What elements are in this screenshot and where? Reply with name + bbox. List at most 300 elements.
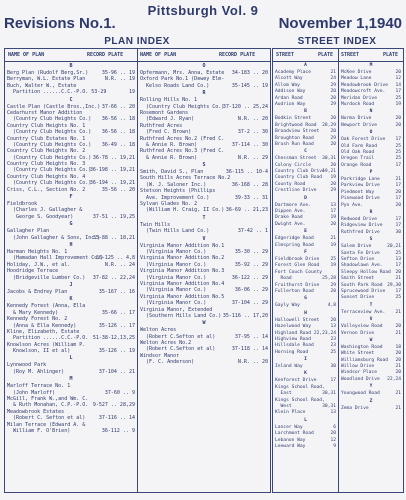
entry-plate: 17 — [395, 137, 401, 143]
entry-name: Meadowcroft Ave. — [341, 89, 386, 95]
entry-plate: 37-104 .. 29 — [231, 300, 268, 307]
name-col-header: NAME OF PLAN — [8, 52, 45, 58]
entry-plate: 36-168 .. 28 — [231, 181, 268, 188]
section-letter: Y — [369, 384, 373, 390]
entry-name: Sleepy Hollow Road — [341, 269, 391, 275]
entry-plate: 25 — [395, 143, 401, 149]
entry-plate: 39-33 .. 31 — [234, 194, 268, 201]
index-row — [275, 410, 336, 416]
entry-name: Zema Drive — [341, 405, 369, 411]
entry-plate: 20 — [395, 202, 401, 208]
entry-name: Partition ......C.C.-P.O. 53-29 — [7, 89, 107, 96]
entry-name: Brightwood Road — [275, 122, 317, 128]
entry-plate: 20 — [395, 122, 401, 128]
section-letter: L — [69, 355, 73, 362]
entry-name: (Virginia Manor Co.) — [140, 300, 207, 307]
entry-plate: 4,8 — [327, 303, 336, 309]
section-letter: B — [304, 109, 307, 115]
entry-name: Virginia Manor Addition No.4 — [140, 280, 225, 287]
entry-plate: 20 — [330, 116, 336, 122]
entry-name: Murdock Road — [341, 101, 375, 107]
entry-plate: 20 — [330, 221, 336, 227]
entry-plate: 21 — [395, 364, 401, 370]
section-letter: V — [202, 235, 206, 242]
index-row — [275, 303, 336, 309]
entry-name: Leeward Way — [275, 443, 306, 449]
entry-plate: 25 — [395, 149, 401, 155]
section-letter: H — [69, 241, 73, 248]
entry-name: Ruthfred Acres No.3 (Fred C. — [140, 148, 225, 155]
entry-name: (Edward J. Ryan) — [140, 116, 195, 123]
entry-plate: 20 — [395, 357, 401, 363]
entry-name: Allom Way — [275, 82, 300, 88]
entry-plate: 35-126 .. 19 — [98, 348, 135, 355]
index-row — [140, 313, 268, 319]
entry-plate: 17 — [395, 183, 401, 189]
entry-name: Washington Road — [341, 344, 383, 350]
section-letter: B — [69, 63, 73, 69]
entry-name: Lynnwood Park — [7, 362, 47, 369]
entry-plate: 21 — [395, 276, 401, 282]
entry-name: Ruthfred Drive — [341, 229, 380, 235]
entry-name: Country Club Heights No. 3 — [7, 161, 86, 168]
entry-name: (Twin Hills Land Co.) — [140, 228, 210, 235]
entry-plate: 17 — [395, 89, 401, 95]
entry-plate: 25 — [330, 349, 336, 355]
section-letter: F — [304, 249, 307, 255]
entry-name: Elmspring Road — [275, 242, 314, 248]
entry-plate: 36-112 .. 9 — [101, 427, 135, 434]
entry-name: Parkview Drive — [341, 183, 380, 189]
entry-plate: 30,31 — [322, 404, 336, 410]
section-letter: W — [369, 337, 373, 343]
entry-plate: 36-49 .. 18 — [101, 141, 135, 148]
entry-plate: 37-104 .. 21 — [98, 368, 135, 375]
entry-name: Oxford Park No.1 (Dewey Elm- — [140, 76, 225, 83]
index-row — [275, 222, 336, 228]
entry-name: Kennedy Forest (Anna, Ella — [7, 303, 86, 310]
entry-name: (Country Club Heights Co.) — [7, 141, 92, 148]
entry-plate: 19 — [330, 242, 336, 248]
entry-name: Country Club Drive — [275, 169, 325, 175]
section-letter: G — [69, 221, 73, 228]
entry-name: Criss, C.L., Section No. 2 — [7, 186, 86, 193]
index-row — [275, 364, 336, 370]
entry-plate: 19 — [330, 215, 336, 221]
section-letter: O — [202, 63, 206, 69]
entry-plate: 30,31 — [322, 391, 336, 397]
entry-name: Kline, Elizabeth, Estate — [7, 328, 80, 335]
index-row — [275, 350, 336, 356]
index-row — [7, 275, 135, 281]
section-letter: R — [202, 90, 206, 97]
entry-plate: 23 — [330, 343, 336, 349]
volume-title: Pittsburgh Vol. 9 — [147, 3, 259, 18]
entry-name: Newport Drive — [341, 122, 377, 128]
entry-name: Vernon Drive — [341, 330, 375, 336]
entry-plate: 20 — [330, 89, 336, 95]
section-letter: P — [369, 170, 373, 176]
entry-plate: 20 — [330, 181, 336, 187]
entry-name: Hallowell Street — [275, 317, 320, 323]
entry-plate: 21 — [395, 405, 401, 411]
index-row — [275, 444, 336, 450]
entry-name: Road — [275, 276, 292, 282]
entry-name: Oak Forest Drive — [341, 137, 386, 143]
entry-plate: 29 — [330, 188, 336, 194]
entry-plate: 34-183 .. 20 — [231, 70, 268, 76]
entry-plate: 36-122 .. 29 — [231, 274, 268, 281]
entry-name: Alcott Way — [275, 76, 303, 82]
index-row — [341, 310, 401, 316]
entry-plate: 20 — [330, 95, 336, 101]
entry-name: (W. J. Saloner Inc.) — [140, 181, 207, 188]
entry-name: (Country Club Heights Co.) — [7, 129, 92, 136]
entry-name: Partition ......C.C.-P.O. — [7, 335, 89, 342]
entry-plate: 36-198 .. 19,21 — [89, 167, 135, 174]
entry-plate: 22,23,24 — [313, 330, 336, 336]
entry-plate: 20 — [395, 70, 401, 75]
entry-plate: 20 — [330, 288, 336, 294]
entry-plate: 21 — [395, 177, 401, 183]
entry-plate: 37-82 .. 22,24 — [92, 274, 135, 281]
entry-name: Fieldbrook Drive — [275, 256, 320, 262]
entry-plate: 35-30 .. 29 — [234, 248, 268, 255]
entry-plate: 21 — [395, 391, 401, 397]
index-row — [341, 123, 401, 129]
entry-name: (Country Club Heights Co.) — [140, 103, 225, 110]
entry-plate: 24 — [330, 76, 336, 82]
index-row — [341, 203, 401, 209]
entry-name: Ruthfred Acres No.2 (Fred C. — [140, 135, 225, 142]
entry-name: Virginia Manor Addition No.2 — [140, 255, 225, 262]
section-letter: K — [304, 371, 307, 377]
entry-name: Academy Place — [275, 70, 311, 75]
entry-plate: 29 — [330, 282, 336, 288]
index-row — [7, 187, 135, 193]
entry-plate: 37-60 .. 9 — [104, 389, 135, 396]
entry-name: Meridan Drive — [341, 95, 377, 101]
entry-plate: 23 — [330, 336, 336, 342]
entry-plate: N.R. .. 24 — [104, 261, 135, 268]
entry-plate: 37-120 .. 25,24 — [222, 103, 268, 110]
entry-name: (William H. Craig, II Co.) — [140, 207, 225, 214]
entry-name: Lebanon Way — [275, 437, 306, 443]
entry-name: Larchmont Road — [275, 431, 314, 437]
entry-name: (Robert C. Sefton et al) — [7, 415, 86, 422]
entry-plate: 22,24 — [387, 376, 401, 382]
entry-name: Windsor Manor — [140, 352, 180, 359]
entry-plate: 37-114 .. 30 — [231, 141, 268, 148]
entry-plate: 25,28 — [322, 276, 336, 282]
entry-name: Shadowlawn Ave. — [341, 263, 383, 269]
entry-name: Stetson Heights (Phillips — [140, 188, 216, 195]
entry-name: Oregon Trail — [341, 156, 375, 162]
entry-name: West — [275, 404, 292, 410]
entry-name: Cedarhurst Manor Addition — [7, 109, 83, 116]
entry-name: (Bridgeville Lumber Co.) — [7, 274, 86, 281]
entry-name: Gallagher Plan — [7, 228, 50, 235]
entry-name: Harman Heights No. 1 — [7, 248, 68, 255]
index-row — [341, 163, 401, 169]
index-row — [341, 377, 401, 383]
index-row — [7, 348, 135, 354]
entry-plate: 18 — [395, 344, 401, 350]
entry-name: Gayly Way — [275, 303, 300, 309]
entry-name: Addison Way — [275, 89, 306, 95]
entry-name: Berryman, W.L. Estate Plan — [7, 76, 86, 83]
entry-name: Ruthfred Acres — [140, 122, 183, 129]
entry-plate: 36-69 .. 21,23 — [225, 207, 268, 214]
entry-name: (Country Club Heights Co.) — [7, 116, 92, 123]
entry-name: Brush Run Road — [275, 141, 314, 147]
entry-plate: 29,30 — [387, 282, 401, 288]
page-header — [0, 0, 406, 40]
entry-name: Welton Acres No.2 — [140, 340, 192, 347]
entry-name: White Street — [341, 351, 375, 357]
entry-plate: 37-2 .. 30 — [237, 129, 268, 136]
entry-name: Horning Road — [275, 349, 309, 355]
entry-name: (John Gallagher & Sons, Inc.) — [7, 234, 101, 241]
entry-name: (Roy M. Ahlinger) — [7, 368, 65, 375]
entry-name: Castle Plan (Castle Bros.,Inc.) — [7, 103, 101, 110]
entry-name: Crestline Drive — [275, 188, 317, 194]
name-col-header-2: NAME OF PLAN — [140, 52, 177, 58]
entry-name: Holiday, J.W., et al. — [7, 261, 71, 268]
entry-plate: N.R. .. 20 — [237, 359, 268, 366]
section-letter: S — [202, 162, 206, 169]
entry-plate: 20 — [330, 129, 336, 135]
entry-name: Old Farm Road — [341, 143, 377, 149]
entry-name: (Hamadan Hall Improvement Co.) — [7, 255, 104, 262]
section-letter: W — [202, 320, 206, 327]
entry-plate: 25 — [330, 256, 336, 262]
section-letter: N — [369, 109, 373, 115]
entry-name: Ridgeview Drive — [341, 223, 383, 229]
entry-name: Fullerton Road — [275, 288, 314, 294]
entry-name: Broadview Street — [275, 129, 320, 135]
entry-name: Fort Couch County — [275, 269, 323, 275]
entry-name: (Robert C.Sefton et al) — [140, 333, 216, 340]
entry-plate: 36-06 .. 29 — [234, 287, 268, 294]
entry-name: (Virginia Manor Co.) — [140, 287, 207, 294]
entry-name: Knowlson, II et al) — [7, 348, 71, 355]
entry-name: Salem Drive — [341, 244, 372, 250]
entry-name: George S. Goodyear) — [7, 213, 74, 220]
entry-name: McKee Drive — [341, 70, 372, 75]
entry-plate: 20 — [395, 269, 401, 275]
entry-plate: 35-96 .. 19 — [101, 70, 135, 76]
entry-plate: 37-42 .. 1 — [237, 228, 268, 235]
entry-plate: 29 — [330, 101, 336, 107]
plate-col-header-2: PLATE — [383, 52, 399, 58]
index-row — [7, 235, 135, 241]
section-letter: K — [69, 296, 73, 303]
entry-name: Highview Road — [275, 336, 311, 342]
entry-plate: N.R. .. 29 — [237, 154, 268, 161]
entry-name: (Virginia Manor Co.) — [140, 274, 207, 281]
entry-plate: 20 — [330, 317, 336, 323]
entry-name: Dwight Ave. — [275, 221, 306, 227]
entry-plate: 17 — [395, 217, 401, 223]
entry-plate: 12 — [395, 76, 401, 82]
entry-plate: 37-51 .. 19,25 — [92, 213, 135, 220]
entry-name: Valleyview Road — [341, 324, 383, 330]
index-row — [275, 188, 336, 194]
index-row — [341, 331, 401, 337]
entry-name: Meadowbrook Drive — [341, 82, 389, 88]
section-letter: D — [304, 195, 307, 201]
index-row — [140, 207, 268, 213]
section-letter: T — [369, 302, 373, 308]
entry-name: (John Marloff) — [7, 389, 56, 396]
entry-plate: 20 — [395, 370, 401, 376]
entry-name: Sefton Drive — [341, 256, 375, 262]
entry-plate: 13 — [330, 324, 336, 330]
entry-name: Rolling Hills No. 1 — [140, 97, 198, 104]
record-col-header: RECORD PLATE — [87, 52, 124, 58]
entry-name: Kings School Road, — [275, 384, 325, 390]
section-letter: V — [369, 317, 373, 323]
entry-plate: 17 — [330, 378, 336, 384]
entry-name: Dartmore Ave. — [275, 202, 311, 208]
revision-date: November 1,1940 — [278, 15, 402, 32]
entry-name: Marloff Terrace No. 1 — [7, 383, 71, 390]
entry-plate: 19 — [395, 101, 401, 107]
entry-name: Dippen Ave. — [275, 209, 306, 215]
entry-name: William F. O'Brien) — [7, 427, 71, 434]
entry-plate: 19 — [330, 263, 336, 269]
entry-name: Kelso Roads Land Co.) — [140, 82, 210, 89]
entry-plate: 51-38-12,13,25 — [92, 335, 135, 342]
entry-name: Ave. Improvement Co.) — [140, 194, 210, 201]
entry-name: Smith Street — [341, 276, 375, 282]
entry-plate: 13 — [330, 202, 336, 208]
index-row — [140, 359, 268, 365]
entry-plate: 35-92 .. 29 — [234, 261, 268, 268]
entry-name: Norma Drive — [341, 116, 372, 122]
entry-name: & Annie R. Brown) — [140, 154, 198, 161]
entry-plate: 30,31 — [322, 156, 336, 162]
entry-name: (Anna & Ella Kennedy) — [7, 322, 77, 329]
entry-name: Pyn Ave. — [341, 202, 364, 208]
street-col-header: STREET — [276, 52, 295, 58]
entry-plate: 17 — [395, 288, 401, 294]
section-letter: T — [202, 214, 206, 221]
entry-plate: 20 — [395, 189, 401, 195]
index-row — [275, 142, 336, 148]
plan-index-left-column — [5, 62, 137, 492]
section-letter: C — [69, 96, 73, 103]
entry-name: Bodkin Street — [275, 116, 311, 122]
entry-name: Willow Drive — [341, 364, 375, 370]
entry-plate: 29 — [330, 135, 336, 141]
entry-name: Old Oak Road — [341, 149, 375, 155]
entry-name: Chessman Street — [275, 156, 317, 162]
entry-name: Kenforest Drive — [275, 378, 317, 384]
entry-plate: 12 — [330, 437, 336, 443]
entry-plate: 37-116 .. 14 — [98, 415, 135, 422]
section-letter: I — [304, 357, 307, 363]
entry-name: Opfermann, Mrs. Anna, Estate — [140, 70, 225, 76]
entry-name: Country Club Road — [275, 175, 323, 181]
entry-plate: 19 — [330, 175, 336, 181]
entry-name: East — [275, 391, 292, 397]
entry-name: Country Club Heights No. 2 — [7, 148, 86, 155]
entry-name: Youngwood Road — [341, 391, 380, 397]
entry-name: Drake Road — [275, 215, 303, 221]
entry-plate: 36-125 .. 4,8 — [95, 255, 135, 262]
entry-plate: 36-194 .. 19,21 — [89, 180, 135, 187]
entry-name: Berg Plan (Rudolf Berg,Sr.) — [7, 70, 89, 76]
entry-plate: 19 — [128, 89, 135, 96]
entry-plate: 37-95 .. 14 — [234, 333, 268, 340]
entry-plate: 17 — [395, 162, 401, 168]
entry-plate: 9 — [333, 443, 336, 449]
entry-name: Broughton Road — [275, 135, 314, 141]
entry-name: Knowlson Acres (William P. — [7, 341, 86, 348]
index-row — [341, 230, 401, 236]
entry-name: Jacobs & Endrey Plan — [7, 288, 68, 295]
entry-plate: 13 — [330, 410, 336, 416]
entry-plate: 17 — [330, 209, 336, 215]
street-index-left-column — [273, 62, 338, 492]
entry-name: Country Club Heights No. 1 — [7, 122, 86, 129]
section-letter: L — [304, 417, 307, 423]
entry-name: Santa Fe Drive — [341, 250, 380, 256]
entry-name: Sunset Drive — [341, 295, 375, 301]
entry-plate: 35-66 .. 17 — [101, 309, 135, 316]
entry-name: (Southern Hills Land Co.) — [140, 312, 222, 319]
section-letter: S — [369, 237, 373, 243]
entry-plate: 28,29 — [322, 122, 336, 128]
entry-name: (Charles J. Gallagher & — [7, 207, 83, 214]
entry-name: & Annie R. Brown) — [140, 141, 198, 148]
entry-plate: 20 — [330, 162, 336, 168]
entry-name: Sprucewood Drive — [341, 288, 386, 294]
index-row — [341, 391, 401, 397]
street-index-right-column — [339, 62, 403, 492]
entry-name: Redwood Drive — [341, 217, 377, 223]
entry-plate: N.R. .. 20 — [237, 116, 268, 123]
entry-name: (F. C. Anderson) — [140, 359, 195, 366]
entry-plate: 17 — [395, 223, 401, 229]
entry-name: Forest Glen Road — [275, 263, 320, 269]
entry-plate: 14 — [395, 82, 401, 88]
entry-name: (Virginia Manor Co.) — [140, 248, 207, 255]
index-row — [7, 289, 135, 295]
section-letter: O — [369, 130, 373, 136]
entry-plate: 37-66 .. 20 — [101, 103, 135, 110]
entry-plate: 19,21 — [322, 169, 336, 175]
entry-plate: 25 — [395, 156, 401, 162]
section-letter: R — [369, 210, 373, 216]
entry-plate: 21 — [330, 236, 336, 242]
entry-name: (Fred C. Brown) — [140, 129, 192, 136]
entry-plate: 29 — [330, 82, 336, 88]
entry-name: Virginia Manor Addition No.3 — [140, 268, 225, 275]
record-col-header-2: RECORD PLATE — [219, 52, 256, 58]
entry-plate: 25 — [395, 250, 401, 256]
entry-name: Colony Circle — [275, 162, 311, 168]
section-letter: E — [304, 229, 307, 235]
entry-plate: 21 — [395, 330, 401, 336]
entry-name: Meadowbrook Estates — [7, 408, 65, 415]
index-row — [7, 428, 135, 434]
index-row — [275, 289, 336, 295]
entry-plate: 9-527 .. 28,29 — [92, 402, 135, 409]
street-index-title: STREET INDEX — [297, 36, 377, 47]
